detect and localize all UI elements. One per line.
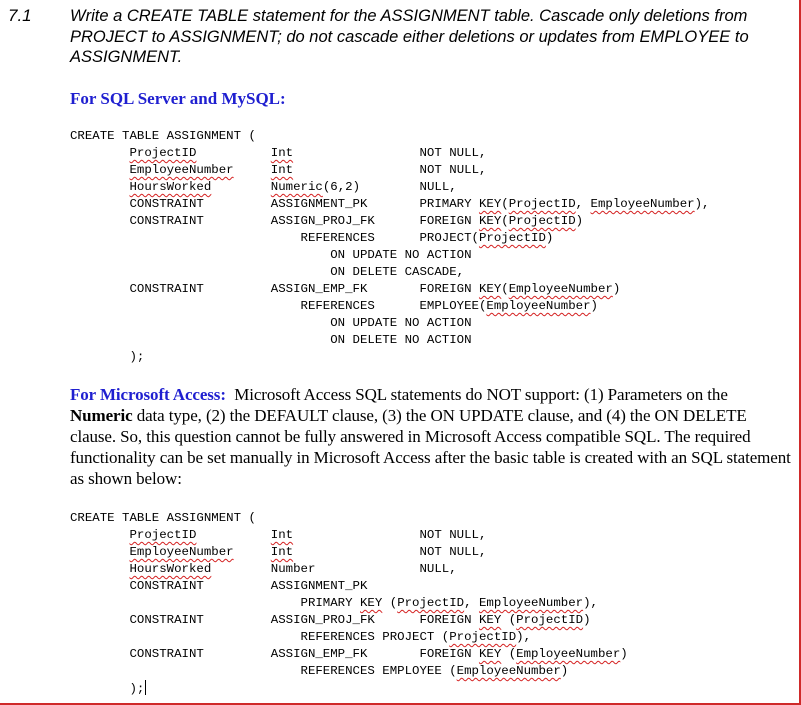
text-cursor	[145, 680, 146, 695]
code-line: EmployeeNumber Int NOT NULL,	[129, 163, 487, 177]
code-line: REFERENCES EMPLOYEE(EmployeeNumber)	[70, 299, 598, 313]
code-line: ProjectID Int NOT NULL,	[129, 146, 487, 160]
code-line: REFERENCES EMPLOYEE (EmployeeNumber)	[70, 664, 569, 678]
spellcheck-word: ProjectID	[508, 197, 576, 211]
spellcheck-word: EmployeeNumber	[456, 664, 561, 678]
spellcheck-word: KEY	[478, 282, 502, 296]
spellcheck-word: EmployeeNumber	[486, 299, 591, 313]
spellcheck-word: Int	[270, 146, 294, 160]
code-line: CONSTRAINT ASSIGNMENT_PK PRIMARY KEY(ProjectID, EmployeeNumber),	[70, 197, 710, 211]
spellcheck-word: EmployeeNumber	[129, 163, 234, 177]
access-code-block	[70, 510, 628, 698]
access-heading: For Microsoft Access:	[70, 385, 226, 404]
spellcheck-word: KEY	[360, 596, 383, 610]
question-number: 7.1	[8, 6, 32, 25]
spellcheck-word: KEY	[478, 613, 502, 627]
code-line: ON UPDATE NO ACTION	[70, 316, 472, 330]
spellcheck-word: EmployeeNumber	[508, 282, 613, 296]
code-line: );	[70, 682, 145, 696]
access-body-bold: Numeric	[70, 406, 133, 425]
question-text: Write a CREATE TABLE statement for the ASSIGNMENT table. Cascade only deletions from PROJECT to ASSIGNMENT; do not cascade either deletions or updates from EMPLOYEE to ASSIGNMENT.	[70, 7, 749, 66]
sql-server-heading: For SQL Server and MySQL:	[70, 89, 286, 108]
code-line: CONSTRAINT ASSIGN_PROJ_FK FOREIGN KEY(ProjectID)	[70, 214, 584, 228]
code-line: );	[70, 350, 145, 364]
spellcheck-word: EmployeeNumber	[516, 647, 621, 661]
spellcheck-word: EmployeeNumber	[129, 545, 234, 559]
access-body-1: Microsoft Access SQL statements do NOT support: (1) Parameters on the	[234, 385, 728, 404]
spellcheck-word: Numeric	[270, 180, 323, 194]
code-line: ProjectID Int NOT NULL,	[129, 528, 487, 542]
spellcheck-word: HoursWorked	[129, 562, 212, 576]
spellcheck-word: ProjectID	[516, 613, 584, 627]
spellcheck-word: KEY	[478, 214, 502, 228]
code-line: PRIMARY KEY (ProjectID, EmployeeNumber),	[70, 596, 598, 610]
code-line: CONSTRAINT ASSIGN_EMP_FK FOREIGN KEY (EmployeeNumber)	[70, 647, 628, 661]
code-line: EmployeeNumber Int NOT NULL,	[129, 545, 487, 559]
spellcheck-word: Int	[270, 545, 294, 559]
spellcheck-word: ProjectID	[129, 146, 197, 160]
spellcheck-word: KEY	[478, 647, 502, 661]
code-line: REFERENCES PROJECT(ProjectID)	[70, 231, 554, 245]
code-line: ON DELETE CASCADE,	[70, 265, 465, 279]
code-line: CONSTRAINT ASSIGN_EMP_FK FOREIGN KEY(EmployeeNumber)	[70, 282, 621, 296]
spellcheck-word: EmployeeNumber	[590, 197, 695, 211]
spellcheck-word: Int	[270, 163, 294, 177]
spellcheck-word: ProjectID	[129, 528, 197, 542]
spellcheck-word: HoursWorked	[129, 180, 212, 194]
access-body-2: data type, (2) the DEFAULT clause, (3) the ON UPDATE clause, and (4) the ON DELETE clause. So, this question cannot be fully answered in Microsoft Access compatible SQL. The required functionality can be set manually in Microsoft Access after the basic table is created with an SQL statement as shown below:	[70, 406, 791, 488]
sql-server-code-block	[70, 128, 710, 366]
code-line: CONSTRAINT ASSIGN_PROJ_FK FOREIGN KEY (ProjectID)	[70, 613, 591, 627]
access-paragraph	[70, 384, 792, 489]
spellcheck-word: Int	[270, 528, 294, 542]
spellcheck-word: ProjectID	[397, 596, 465, 610]
code-line: CONSTRAINT ASSIGNMENT_PK	[70, 579, 368, 593]
spellcheck-word: ProjectID	[508, 214, 576, 228]
spellcheck-word: KEY	[478, 197, 502, 211]
code-line: ON UPDATE NO ACTION	[70, 248, 472, 262]
code-line: REFERENCES PROJECT (ProjectID),	[70, 630, 532, 644]
code-line: ON DELETE NO ACTION	[70, 333, 472, 347]
spellcheck-word: ProjectID	[478, 231, 546, 245]
code-line: CREATE TABLE ASSIGNMENT (	[70, 511, 256, 525]
spellcheck-word: ProjectID	[449, 630, 517, 644]
spellcheck-word: EmployeeNumber	[478, 596, 584, 610]
code-line: CREATE TABLE ASSIGNMENT (	[70, 129, 256, 143]
code-line: HoursWorked Number NULL,	[129, 562, 457, 576]
code-line: HoursWorked Numeric(6,2) NULL,	[129, 180, 457, 194]
